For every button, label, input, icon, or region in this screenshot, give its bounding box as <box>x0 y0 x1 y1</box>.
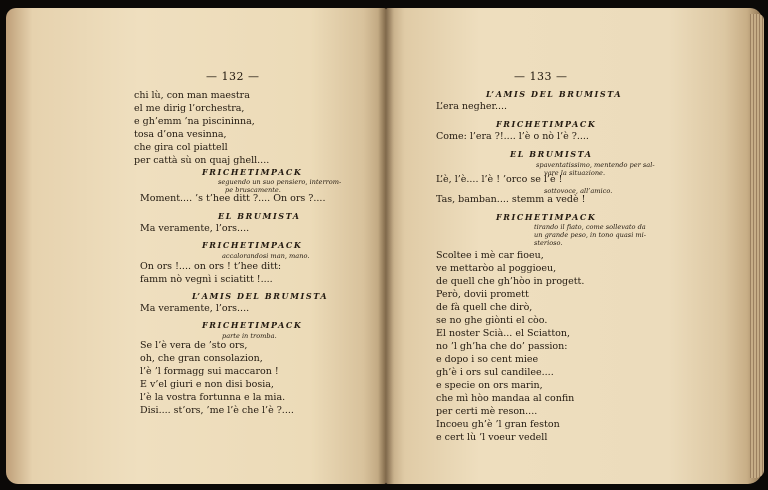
stage-direction: sterioso. <box>534 239 563 247</box>
right-page <box>386 8 762 484</box>
verse-line: l’è la vostra fortunna e la mia. <box>140 392 286 403</box>
verse-line: e specie on ors marin, <box>436 380 543 391</box>
verse-line: che mì hòo mandaa al confin <box>436 393 575 404</box>
stage-direction: un grande peso, in tono quasi mi- <box>534 231 646 239</box>
dialogue-line: L’era negher.... <box>436 101 508 112</box>
verse-line: per certi mè reson.... <box>436 406 538 417</box>
character-name: FRICHETIMPACK <box>202 320 303 330</box>
dialogue-line: Moment.... ’s t’hee ditt ?.... On ors ?.... <box>140 193 326 204</box>
stage-direction: spaventatissimo, mentendo per sal- <box>536 161 655 169</box>
verse-line: tosa d’ona vesinna, <box>134 129 227 140</box>
stage-direction: parte in tromba. <box>222 332 277 340</box>
open-book <box>6 8 762 484</box>
verse-line: ve mettaròo al poggioeu, <box>436 263 557 274</box>
verse-line: e cert lù ’l voeur vedell <box>436 432 548 443</box>
verse-line: El noster Scià... el Sciatton, <box>436 328 571 339</box>
dialogue-line: Ma veramente, l’ors.... <box>140 303 250 314</box>
verse-line: no ’l gh’ha che do’ passion: <box>436 341 568 352</box>
verse-line: chi lù, con man maestra <box>134 90 250 101</box>
page-number-right: — 133 — <box>514 70 568 83</box>
page-number-left: — 132 — <box>206 70 260 83</box>
verse-line: famm nò vegnì i sciatitt !.... <box>140 274 273 285</box>
verse-line: gh’è i ors sul candilee.... <box>436 367 554 378</box>
verse-line: per cattà sù on quaj ghell.... <box>134 155 270 166</box>
book-gutter <box>378 8 394 484</box>
verse-line: e dopo i so cent miee <box>436 354 539 365</box>
verse-line: oh, che gran consolazion, <box>140 353 263 364</box>
verse-line: Incoeu gh’è ’l gran feston <box>436 419 560 430</box>
stage-direction: tirando il fiato, come sollevato da <box>534 223 646 231</box>
verse-line: l’è ’l formagg sui maccaron ! <box>140 366 279 377</box>
verse-line: el me dirig l’orchestra, <box>134 103 245 114</box>
verse-line: Però, dovii promett <box>436 289 529 300</box>
character-name: EL BRUMISTA <box>218 211 301 221</box>
verse-line: e gh’emm ’na piscininna, <box>134 116 255 127</box>
verse-line: se no ghe giònti el còo. <box>436 315 548 326</box>
stage-direction: accalorandosi man, mano. <box>222 252 310 260</box>
dialogue-line: Ma veramente, l’ors.... <box>140 223 250 234</box>
verse-line: de quell che gh’hòo in progett. <box>436 276 585 287</box>
stage-direction: vare la situazione. <box>544 169 606 177</box>
dialogue-line: L’è, l’è.... l’è ! ’orco se l’è ! <box>436 174 563 185</box>
character-name: L’AMIS DEL BRUMISTA <box>192 291 329 301</box>
stage-direction: seguendo un suo pensiero, interrom- <box>218 178 342 186</box>
verse-line: On ors !.... on ors ! t’hee ditt: <box>140 261 282 272</box>
character-name: EL BRUMISTA <box>510 149 593 159</box>
character-name: FRICHETIMPACK <box>202 240 303 250</box>
stage-direction: pe bruscamente. <box>225 186 281 194</box>
verse-line: E v’el giuri e non disi bosia, <box>140 379 274 390</box>
verse-line: Disi.... st’ors, ’me l’è che l’è ?.... <box>140 405 294 416</box>
verse-line: de fà quell che dirò, <box>436 302 533 313</box>
character-name: FRICHETIMPACK <box>202 167 303 177</box>
stage-direction: sottovoce, all’amico. <box>544 187 613 195</box>
character-name: FRICHETIMPACK <box>496 119 597 129</box>
character-name: L’AMIS DEL BRUMISTA <box>486 89 623 99</box>
dialogue-line: Come: l’era ?!.... l’è o nò l’è ?.... <box>436 131 589 142</box>
verse-line: che gira col piattell <box>134 142 228 153</box>
left-page <box>6 8 386 484</box>
dialogue-line: Tas, bamban.... stemm a vedè ! <box>436 194 586 205</box>
verse-line: Se l’è vera de ’sto ors, <box>140 340 248 351</box>
page-edges <box>750 14 764 478</box>
character-name: FRICHETIMPACK <box>496 212 597 222</box>
verse-line: Scoltee i mè car fioeu, <box>436 250 544 261</box>
